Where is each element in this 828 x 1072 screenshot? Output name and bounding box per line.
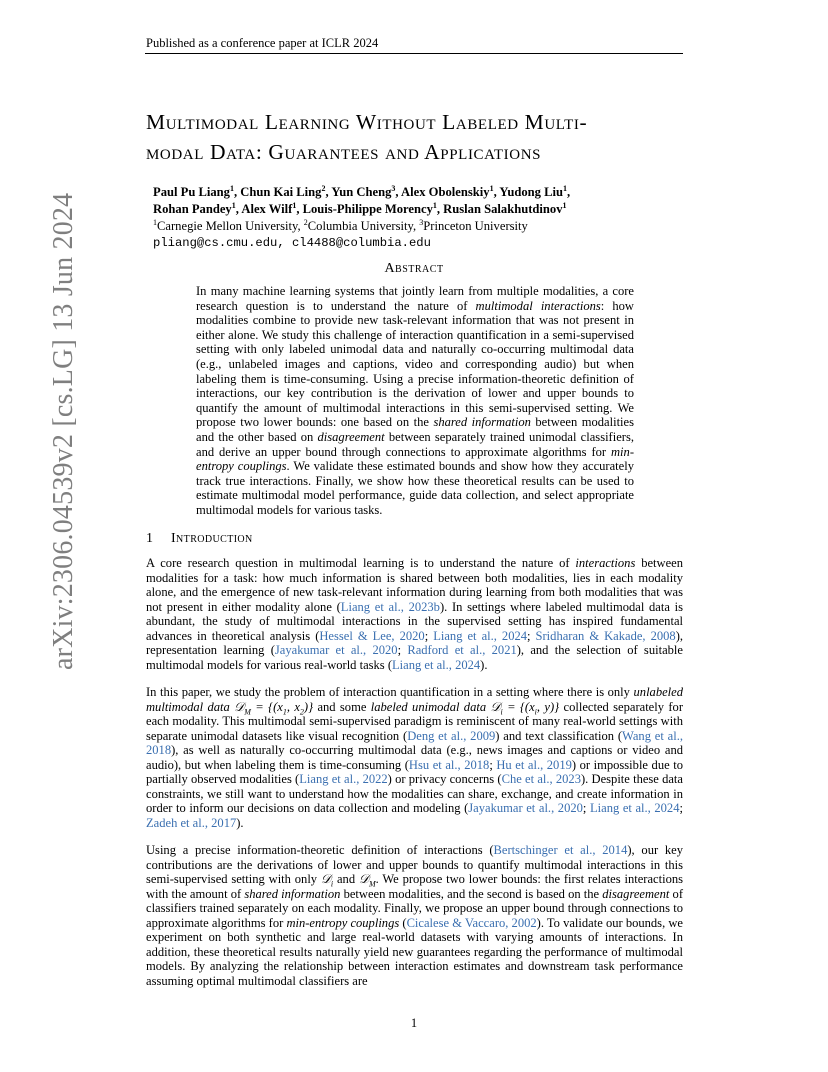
math-sub: M <box>368 879 376 889</box>
math: , y)} <box>536 699 560 714</box>
math: 𝒟 <box>229 699 245 714</box>
body-text: ). Despite these data constraints, we still want to understand how the modalities can share, exchange, and create information in order to inform our decisions on data collection and modeling ( <box>146 772 683 816</box>
body-text: In this paper, we study the problem of interaction quantification in a setting where there is only <box>146 685 634 699</box>
math-expression <box>486 699 560 717</box>
author-emails: pliang@cs.cmu.edu, cl4488@columbia.edu <box>153 236 431 250</box>
affiliation: Carnegie Mellon University, <box>157 219 304 233</box>
body-text: of classifiers trained separately on each modality. Finally, we propose an upper bound through connections to approximate algorithms for <box>146 886 683 930</box>
author: Louis-Philippe Morency <box>302 202 433 216</box>
citation-link[interactable]: Radford et al., 2021 <box>407 643 517 658</box>
math-sub: i <box>330 879 334 889</box>
author-affil-mark: 1 <box>562 200 567 210</box>
body-text: ). To validate our bounds, we experiment on both synthetic and large real-world datasets with varying amounts of interactions. In addition, these theoretical results naturally yield new guarantees regarding the performance of multimodal models. By analyzing the relationship between interaction estimates and downstream task performance assuming optimal multimodal classifiers are <box>146 915 683 988</box>
author: Chun Kai Ling <box>240 185 322 199</box>
body-paragraph-3 <box>146 843 683 988</box>
body-emphasis: disagreement <box>602 886 670 901</box>
body-text: . We propose two lower bounds: the first relates interactions with the amount of <box>146 872 683 901</box>
math-sub: 1 <box>282 707 287 717</box>
author: Yun Cheng <box>331 185 392 199</box>
author-affil-mark: 1 <box>231 200 236 210</box>
affil-mark: 1 <box>153 217 157 227</box>
section-number: 1 <box>146 531 153 546</box>
math-expression <box>229 699 314 717</box>
affiliations <box>153 218 633 235</box>
affiliation: Columbia University, <box>307 219 420 233</box>
citation-link[interactable]: Bertschinger et al., 2014 <box>493 843 628 857</box>
citation-link[interactable]: Jayakumar et al., 2020 <box>274 643 398 658</box>
citation-link[interactable]: Jayakumar et al., 2020 <box>468 801 583 816</box>
abstract-heading: Abstract <box>384 261 444 276</box>
math-sub: i <box>534 707 537 717</box>
body-text: collected separately for each modality. This multimodal semi-supervised paradigm is reminiscent of many real-world settings with separate unimodal datasets like visual recognition ( <box>146 699 683 743</box>
author-affil-mark: 1 <box>229 183 234 193</box>
body-text: ) and text classification ( <box>495 728 623 743</box>
math-sub: i <box>500 707 503 717</box>
abstract-body <box>196 284 634 518</box>
citation-link[interactable]: Deng et al., 2009 <box>407 728 496 743</box>
author: Paul Pu Liang <box>153 185 230 199</box>
citation-link[interactable]: Liang et al., 2022 <box>299 772 388 787</box>
author: Ruslan Salakhutdinov <box>443 202 563 216</box>
citation-link[interactable]: Hsu et al., 2018 <box>408 757 490 772</box>
author: Rohan Pandey <box>153 202 232 216</box>
body-text: ), as well as naturally co-occurring multimodal data (e.g., news images and captions or video and audio), but when labeling them is time-consuming ( <box>146 743 683 772</box>
author-affil-mark: 1 <box>292 200 297 210</box>
abstract-emphasis: multimodal interactions <box>475 298 601 313</box>
body-emphasis: labeled unimodal data <box>370 699 487 714</box>
page-number: 1 <box>410 1016 418 1030</box>
section-title: Introduction <box>171 531 253 546</box>
math: 𝒟 <box>486 699 501 714</box>
citation-link[interactable]: Liang et al., 2024 <box>433 628 528 643</box>
body-text: ). In settings where labeled multimodal data is abundant, the study of multimodal interactions in the supervised setting has inspired fundamental advances in theoretical analysis ( <box>146 599 683 643</box>
author: Alex Obolenskiy <box>401 185 490 199</box>
author-names: Paul Pu Liang$^1$, Chun Kai Ling$^2$, Yun Cheng$^3$, Alex Obolenskiy$^1$, Yudong Liu$^1$, Rohan Pandey$^1$, Alex Wilf$^1$, Louis-Philippe Morency$^1$, Ruslan Salakhutdinov$^1$ <box>153 183 571 216</box>
body-text: ; <box>397 643 408 658</box>
citation-link[interactable]: Hu et al., 2019 <box>496 757 572 772</box>
body-emphasis: interactions <box>575 556 636 570</box>
body-text: ( <box>399 915 407 930</box>
body-text: between modalities for a task: how much information is shared between both modalities, lies in each modality alone, and the emergence of new task-relevant information during learning from both modalities that was not present in either modality alone ( <box>146 556 683 614</box>
body-paragraph-2 <box>146 685 683 830</box>
body-text: and some <box>313 699 371 714</box>
body-text: ; <box>489 757 497 772</box>
body-text: ), and the selection of suitable multimodal models for various real-world tasks ( <box>146 643 683 672</box>
paper-title <box>146 107 706 167</box>
math-sub: 2 <box>299 707 304 717</box>
body-emphasis: shared information <box>244 886 341 901</box>
body-text: ). <box>236 815 244 830</box>
author-block <box>153 184 633 252</box>
citation-link[interactable]: Liang et al., 2024 <box>392 657 481 672</box>
author: Yudong Liu <box>499 185 564 199</box>
citation-link[interactable]: Liang et al., 2024 <box>589 801 680 816</box>
abstract-emphasis: disagreement <box>317 429 385 444</box>
author-affil-mark: 1 <box>563 183 568 193</box>
body-text: ) or impossible due to partially observed modalities ( <box>146 757 683 787</box>
affil-mark: 2 <box>303 217 308 227</box>
title-line-1: Multimodal Learning Without Labeled Multi- <box>146 110 588 134</box>
header-rule <box>145 53 683 54</box>
math-expression <box>320 872 334 889</box>
citation-link[interactable]: Liang et al., 2023b <box>340 599 440 614</box>
body-text: Using a precise information-theoretic definition of interactions ( <box>146 843 494 857</box>
math: = {(x <box>502 699 535 714</box>
math-expression <box>358 872 376 889</box>
abstract-text: . We validate these estimated bounds and show how they accurately track true interactions. Finally, we show how these theoretical results can be used to estimate multimodal model performance, guide data collection, and select appropriate multimodal models for various tasks. <box>196 459 634 517</box>
abstract-text: between modalities and the other based on <box>196 415 634 444</box>
author: Alex Wilf <box>241 202 293 216</box>
title-line-2: modal Data: Guarantees and Applications <box>146 140 542 164</box>
affil-mark: 3 <box>419 217 424 227</box>
body-text: ; <box>527 628 536 643</box>
body-text: ), our key contributions are the derivations of lower and upper bounds to quantify multimodal interactions in this semi-supervised setting with only <box>146 843 684 887</box>
math: )} <box>303 699 314 714</box>
body-emphasis: min-entropy couplings <box>286 915 400 930</box>
math: 𝒟 <box>320 872 331 887</box>
abstract-text: : how modalities combine to provide new task-relevant information that was not present in either alone. We study this challenge of interaction quantification in a semi-supervised setting with only labeled unimodal data and naturally co-occurring multimodal data (e.g., unlabeled images and captions, video and corresponding audio) but when labeling them is time-consuming. Using a precise information-theoretic definition of interactions, our key contribution is the derivation of lower and upper bounds to quantify the amount of multimodal interactions in this semi-supervised setting. We propose two lower bounds: one based on the <box>196 298 634 430</box>
abstract-text: In many machine learning systems that jointly learn from multiple modalities, a core research question is to understand the nature of <box>196 284 634 313</box>
citation-link[interactable]: Che et al., 2023 <box>501 772 581 787</box>
body-text: ; <box>582 801 590 816</box>
citation-link[interactable]: Zadeh et al., 2017 <box>146 815 237 830</box>
math-sub: M <box>244 707 251 717</box>
abstract-text: between separately trained unimodal classifiers, and derive an upper bound through connections to approximate algorithms for <box>196 429 634 459</box>
body-text: ). <box>480 657 488 672</box>
section-heading <box>146 531 253 547</box>
body-text: and <box>333 872 359 887</box>
author-affil-mark: 1 <box>489 183 494 193</box>
author-affil-mark: 2 <box>321 183 326 193</box>
body-text: between modalities, and the second is based on the <box>340 886 603 901</box>
math: = {(x <box>250 699 283 714</box>
author-affil-mark: 3 <box>391 183 396 193</box>
running-header: Published as a conference paper at ICLR 2024 <box>146 36 379 50</box>
body-paragraph-1 <box>146 556 683 672</box>
abstract-emphasis: shared information <box>433 415 531 430</box>
citation-link[interactable]: Hessel & Lee, 2020 <box>319 628 425 643</box>
body-text: A core research question in multimodal learning is to understand the nature of <box>146 556 576 570</box>
arxiv-stamp-text: arXiv:2306.04539v2 [cs.LG] 13 Jun 2024 <box>48 192 79 670</box>
abstract-emphasis: min-entropy couplings <box>196 444 634 474</box>
citation-link[interactable]: Cicalese & Vaccaro, 2002 <box>406 915 537 930</box>
body-emphasis: unlabeled multimodal data <box>146 685 683 714</box>
affiliation: Princeton University <box>423 219 528 233</box>
math: 𝒟 <box>358 872 369 887</box>
body-text: ; <box>424 628 434 643</box>
body-text: ; <box>679 801 683 816</box>
citation-link[interactable]: Sridharan & Kakade, 2008 <box>535 628 676 643</box>
citation-link[interactable]: Wang et al., 2018 <box>146 728 683 758</box>
body-text: ), representation learning ( <box>146 628 684 658</box>
math: , x <box>286 699 300 714</box>
author-affil-mark: 1 <box>432 200 437 210</box>
body-text: ) or privacy concerns ( <box>387 772 502 787</box>
